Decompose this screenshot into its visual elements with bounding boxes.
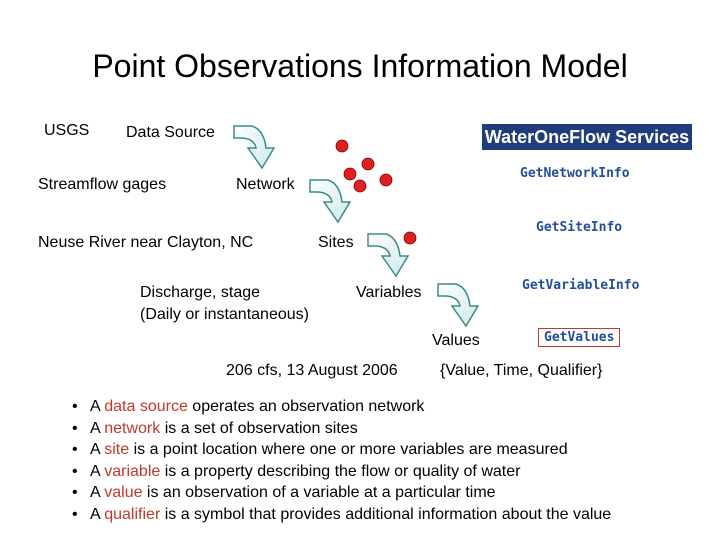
usgs-label: USGS [44, 122, 90, 139]
data-source-label: Data Source [126, 124, 215, 141]
neuse-label: Neuse River near Clayton, NC [38, 234, 254, 251]
value-tuple-label: {Value, Time, Qualifier} [440, 362, 603, 379]
site-dot [380, 174, 392, 186]
variables-label: Variables [356, 284, 422, 301]
getvalues-method[interactable]: GetValues [538, 328, 620, 347]
getvariableinfo-method[interactable]: GetVariableInfo [522, 278, 640, 293]
site-dot [336, 140, 348, 152]
discharge-label-2: (Daily or instantaneous) [140, 306, 309, 323]
term-variable: variable [104, 462, 161, 480]
term-qualifier: qualifier [104, 505, 161, 523]
arrow-network-to-sites [310, 180, 350, 222]
list-item: • A qualifier is a symbol that provides additional information about the value [72, 505, 612, 523]
getnetworkinfo-method[interactable]: GetNetworkInfo [520, 166, 630, 181]
site-dot [354, 180, 366, 192]
network-label: Network [236, 176, 295, 193]
term-value: value [104, 484, 143, 501]
discharge-label-1: Discharge, stage [140, 284, 261, 301]
site-dots [336, 140, 416, 244]
streamflow-label: Streamflow gages [38, 176, 167, 193]
list-item: • A network is a set of observation sites [72, 419, 358, 437]
term-network: network [104, 419, 161, 437]
values-label: Values [432, 332, 480, 349]
list-item: • A variable is a property describing the flow or quality of water [72, 462, 521, 480]
site-dot [404, 232, 416, 244]
list-item: • A data source operates an observation network [72, 398, 425, 415]
site-dot [362, 158, 374, 170]
arrow-variables-to-values [438, 284, 478, 326]
value-example-label: 206 cfs, 13 August 2006 [226, 362, 398, 379]
term-data-source: data source [104, 398, 188, 415]
getsiteinfo-method[interactable]: GetSiteInfo [536, 220, 623, 235]
wateroneflow-banner: WaterOneFlow Services [482, 124, 692, 150]
definitions-list [72, 396, 611, 525]
list-item: • A site is a point location where one or more variables are measured [72, 441, 568, 458]
sites-label: Sites [318, 234, 354, 251]
term-site: site [104, 441, 130, 458]
site-dot [344, 168, 356, 180]
arrow-datasource-to-network [234, 126, 274, 168]
arrow-sites-to-variables [368, 234, 408, 276]
page-title: Point Observations Information Model [92, 48, 628, 84]
list-item: • A value is an observation of a variable at a particular time [72, 484, 496, 501]
